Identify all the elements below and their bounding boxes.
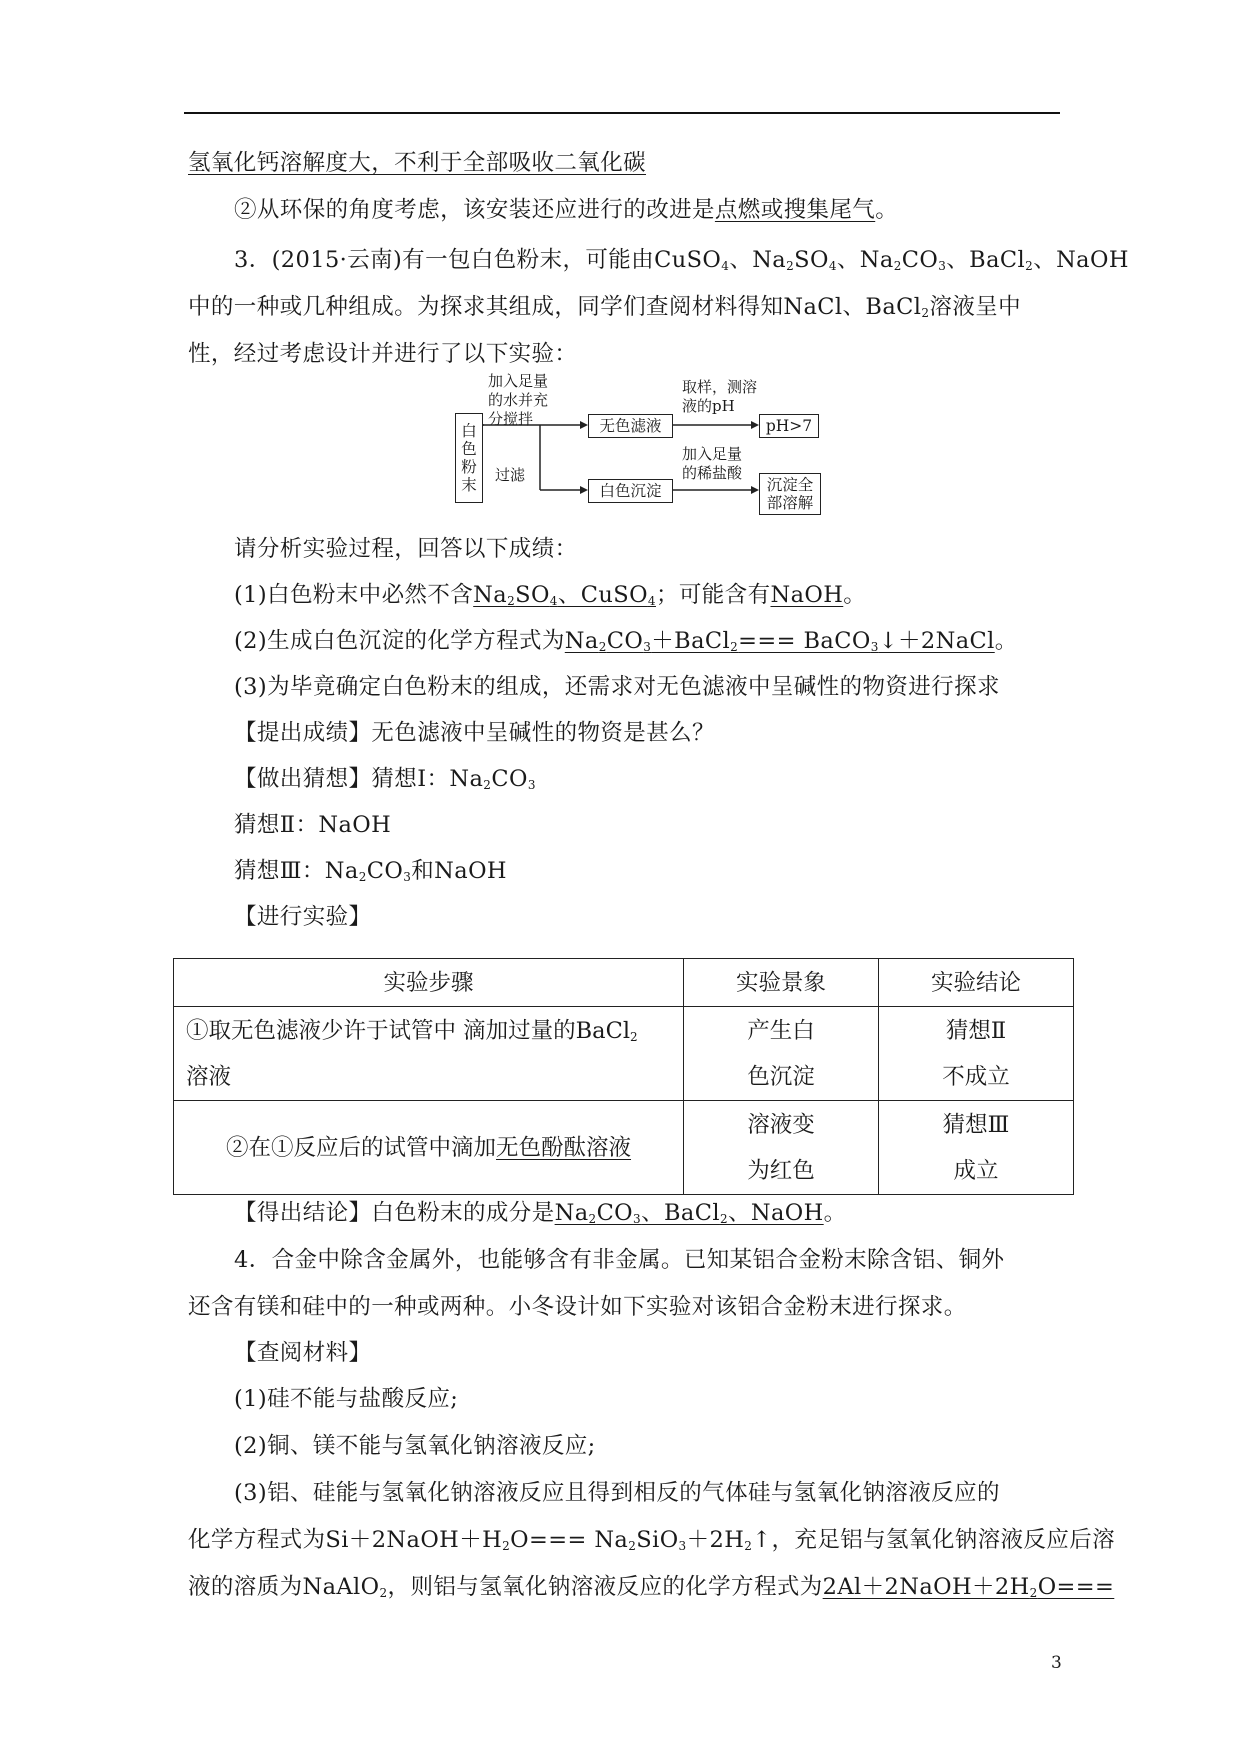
reference-heading: 【查阅材料】 xyxy=(234,1340,372,1366)
text-line: 请分析实验过程，回答以下成绩： xyxy=(234,536,578,562)
colorless-filtrate-box: 无色滤液 xyxy=(588,414,673,438)
text-line: 化学方程式为$Si+2NaOH+H_2O===$ $Na_2SiO_3+2H_2↑$，充足铝与氢氧化钠溶液反应后溶 xyxy=(188,1527,1116,1553)
table-header: 实验结论 xyxy=(879,959,1074,1007)
table-row xyxy=(174,1101,1074,1195)
text-line: ②从环保的角度考虑，该安装还应进行的改进是点燃或搜集尾气。 xyxy=(234,197,899,223)
step2-label: 取样，测溶 液的pH xyxy=(682,378,758,415)
question-3: (3)为毕竟确定白色粉末的组成，还需求对无色滤液中呈碱性的物资进行探求 xyxy=(234,674,1000,700)
dissolve-box: 沉淀全 部溶解 xyxy=(759,473,821,515)
white-precipitate-box: 白色沉淀 xyxy=(588,479,673,503)
step1-label: 加入足量 的水并充 分搅拌 xyxy=(488,372,549,428)
ph-result-box: pH>7 xyxy=(759,414,819,438)
reference-item: (3)铝、硅能与氢氧化钠溶液反应且得到相反的气体硅与氢氧化钠溶液反应的 xyxy=(234,1480,1000,1506)
do-experiment-heading: 【进行实验】 xyxy=(234,904,372,930)
page-number: 3 xyxy=(1051,1653,1062,1673)
table-cell: 溶液变 为红色 xyxy=(684,1101,879,1195)
text-line: 中的一种或几种组成。为探求其组成，同学们查阅材料得知NaCl、BaCl$_2$溶液呈中 xyxy=(188,294,1022,320)
answer-text: 点燃或搜集尾气 xyxy=(714,197,876,223)
white-powder-box: 白 色 粉 末 xyxy=(455,413,483,503)
table-cell: 猜想Ⅱ 不成立 xyxy=(879,1007,1074,1101)
question-3-stem: 3．(2015·云南)有一包白色粉末，可能由CuSO$_4$、$Na_2SO_4$、$Na_2CO_3$、BaCl$_2$、NaOH xyxy=(234,247,1129,273)
raise-question: 【提出成绩】无色滤液中呈碱性的物资是甚么？ xyxy=(234,720,715,746)
table-cell: ①取无色滤液少许于试管中 滴加过量的BaCl$_2$ 溶液 xyxy=(174,1007,684,1101)
text-line: 性，经过考虑设计并进行了以下实验： xyxy=(188,341,578,367)
question-2: (2)生成白色沉淀的化学方程式为$Na_2CO_3+BaCl_2===$ BaCO$_3$↓＋2NaCl。 xyxy=(234,628,1018,654)
reference-item: (2)铜、镁不能与氢氧化钠溶液反应; xyxy=(234,1433,596,1459)
table-cell: 产生白 色沉淀 xyxy=(684,1007,879,1101)
guess-3: 猜想Ⅲ：$Na_2CO_3$和NaOH xyxy=(234,858,507,884)
text-line: 液的溶质为NaAlO$_2$，则铝与氢氧化钠溶液反应的化学方程式为$2Al+2NaOH+2H_2O===$ xyxy=(188,1574,1115,1600)
table-cell: 猜想Ⅲ 成立 xyxy=(879,1101,1074,1195)
table-header: 实验景象 xyxy=(684,959,879,1007)
answer-text: 氢氧化钙溶解度大，不利于全部吸收二氧化碳 xyxy=(188,150,647,176)
experiment-table xyxy=(173,958,1074,1195)
question-1: (1)白色粉末中必然不含$Na_2SO_4$、CuSO$_4$；可能含有NaOH。 xyxy=(234,582,867,608)
filter-label: 过滤 xyxy=(495,466,526,484)
question-4-stem: 4．合金中除含金属外，也能够含有非金属。已知某铝合金粉末除含铝、铜外 xyxy=(234,1247,1005,1273)
table-cell: ②在①反应后的试管中滴加无色酚酞溶液 xyxy=(174,1101,684,1195)
reference-item: (1)硅不能与盐酸反应; xyxy=(234,1386,459,1412)
header-rule xyxy=(184,112,1060,114)
experiment-flow-diagram xyxy=(455,372,855,520)
step3-label: 加入足量 的稀盐酸 xyxy=(682,445,743,482)
guess-1: 【做出猜想】猜想Ⅰ：$Na_2CO_3$ xyxy=(234,766,536,792)
text-line xyxy=(188,148,646,178)
table-header: 实验步骤 xyxy=(174,959,684,1007)
conclusion: 【得出结论】白色粉末的成分是$Na_2CO_3$、BaCl$_2$、NaOH。 xyxy=(234,1200,847,1226)
table-row xyxy=(174,1007,1074,1101)
guess-2: 猜想Ⅱ：NaOH xyxy=(234,812,392,838)
text-line: 还含有镁和硅中的一种或两种。小冬设计如下实验对该铝合金粉末进行探求。 xyxy=(188,1294,967,1320)
